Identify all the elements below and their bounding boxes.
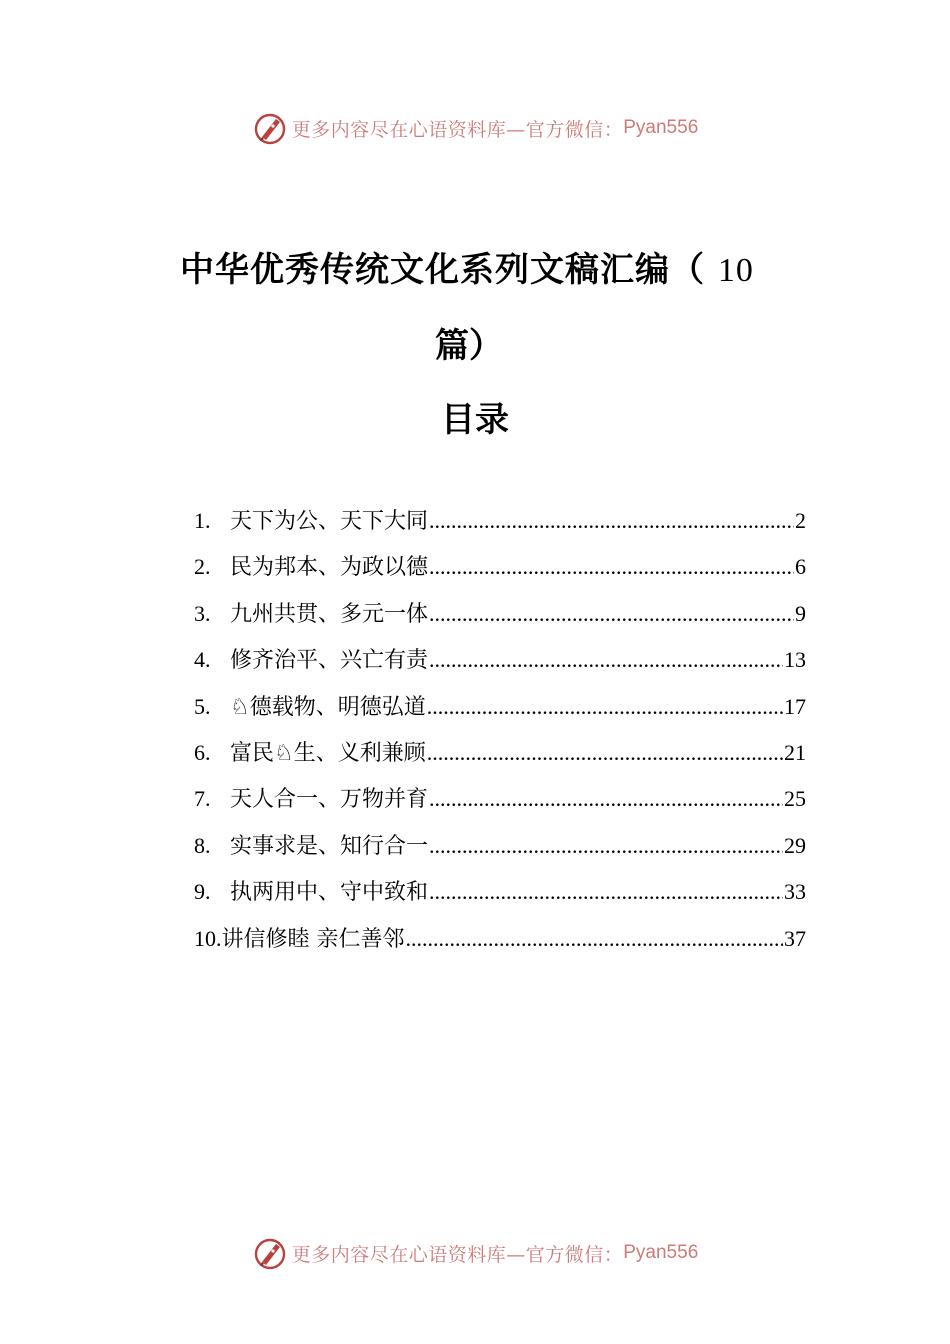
toc-dot-leader xyxy=(429,786,783,812)
toc-entry-page: 13 xyxy=(784,647,806,673)
toc-dot-leader xyxy=(429,508,794,534)
title-count: 10 xyxy=(717,252,754,289)
toc-dot-leader xyxy=(429,647,783,673)
watermark-wechat-id: Pyan556 xyxy=(623,1242,699,1263)
toc-entry-title: 民为邦本、为政以德 xyxy=(230,555,429,581)
toc-entry-title: 九州共贯、多元一体 xyxy=(230,601,429,627)
pen-circle-icon xyxy=(252,1235,288,1271)
toc-dot-leader xyxy=(429,879,783,905)
toc-entry-page: 6 xyxy=(795,554,806,580)
document-title-line-2: 篇） xyxy=(435,326,503,366)
toc-entry-title: 天人合一、万物并育 xyxy=(230,787,429,813)
pen-circle-icon xyxy=(252,110,288,146)
toc-entry-number: 3. xyxy=(194,600,211,626)
toc-entry-number: 4. xyxy=(194,647,211,673)
toc-entry[interactable] xyxy=(194,736,806,782)
title-text: 中华优秀传统文化系列文稿汇编（ xyxy=(180,250,705,290)
toc-dot-leader xyxy=(429,554,794,580)
toc-entry[interactable] xyxy=(194,643,806,689)
toc-entry[interactable] xyxy=(194,597,806,643)
toc-entry-page: 21 xyxy=(784,739,806,765)
toc-entry-title: ♘德载物、明德弘道 xyxy=(230,694,426,720)
toc-entry-number: 2. xyxy=(194,554,211,580)
toc-entry-number: 10. xyxy=(194,925,222,951)
toc-entry-page: 29 xyxy=(784,832,806,858)
toc-entry-number: 7. xyxy=(194,786,211,812)
toc-heading: 目录 xyxy=(441,400,509,440)
toc-dot-leader xyxy=(429,833,783,859)
toc-entry[interactable] xyxy=(194,922,806,968)
toc-entry-title: 修齐治平、兴亡有责 xyxy=(230,648,429,674)
toc-entry-number: 5. xyxy=(194,693,211,719)
watermark-text: 更多内容尽在心语资料库—官方微信： xyxy=(291,1243,624,1266)
toc-entry[interactable] xyxy=(194,829,806,875)
toc-entry[interactable] xyxy=(194,782,806,828)
toc-entry-page: 33 xyxy=(784,879,806,905)
toc-dot-leader xyxy=(427,740,783,766)
toc-entry-page: 9 xyxy=(795,600,806,626)
toc-entry-title: 讲信修睦 亲仁善邻 xyxy=(221,926,405,952)
document-title-line-1 xyxy=(180,242,754,291)
toc-entry-number: 9. xyxy=(194,879,211,905)
toc-entry-page: 17 xyxy=(784,693,806,719)
toc-entry-page: 25 xyxy=(784,786,806,812)
toc-entry[interactable] xyxy=(194,690,806,736)
footer-watermark xyxy=(0,1231,950,1275)
toc-entry-number: 8. xyxy=(194,832,211,858)
toc-entry-title: 执两用中、守中致和 xyxy=(230,880,429,906)
toc-entry-number: 1. xyxy=(194,508,211,533)
toc-entry-title: 天下为公、天下大同 xyxy=(230,509,429,534)
toc-entry[interactable] xyxy=(194,550,806,596)
header-watermark xyxy=(0,106,950,150)
watermark-text: 更多内容尽在心语资料库—官方微信： xyxy=(291,118,624,141)
toc-entry-title: 富民♘生、义利兼顾 xyxy=(230,740,426,766)
toc-dot-leader xyxy=(429,601,794,627)
toc-dot-leader xyxy=(406,926,784,952)
toc-entry-title: 实事求是、知行合一 xyxy=(230,833,429,859)
toc-entry[interactable] xyxy=(194,504,806,550)
toc-entry[interactable] xyxy=(194,875,806,921)
watermark-wechat-id: Pyan556 xyxy=(623,117,699,138)
toc-entry-number: 6. xyxy=(194,739,211,765)
toc-entry-page: 2 xyxy=(795,508,806,533)
toc-dot-leader xyxy=(427,694,783,720)
table-of-contents xyxy=(194,504,806,968)
toc-entry-page: 37 xyxy=(784,925,806,951)
